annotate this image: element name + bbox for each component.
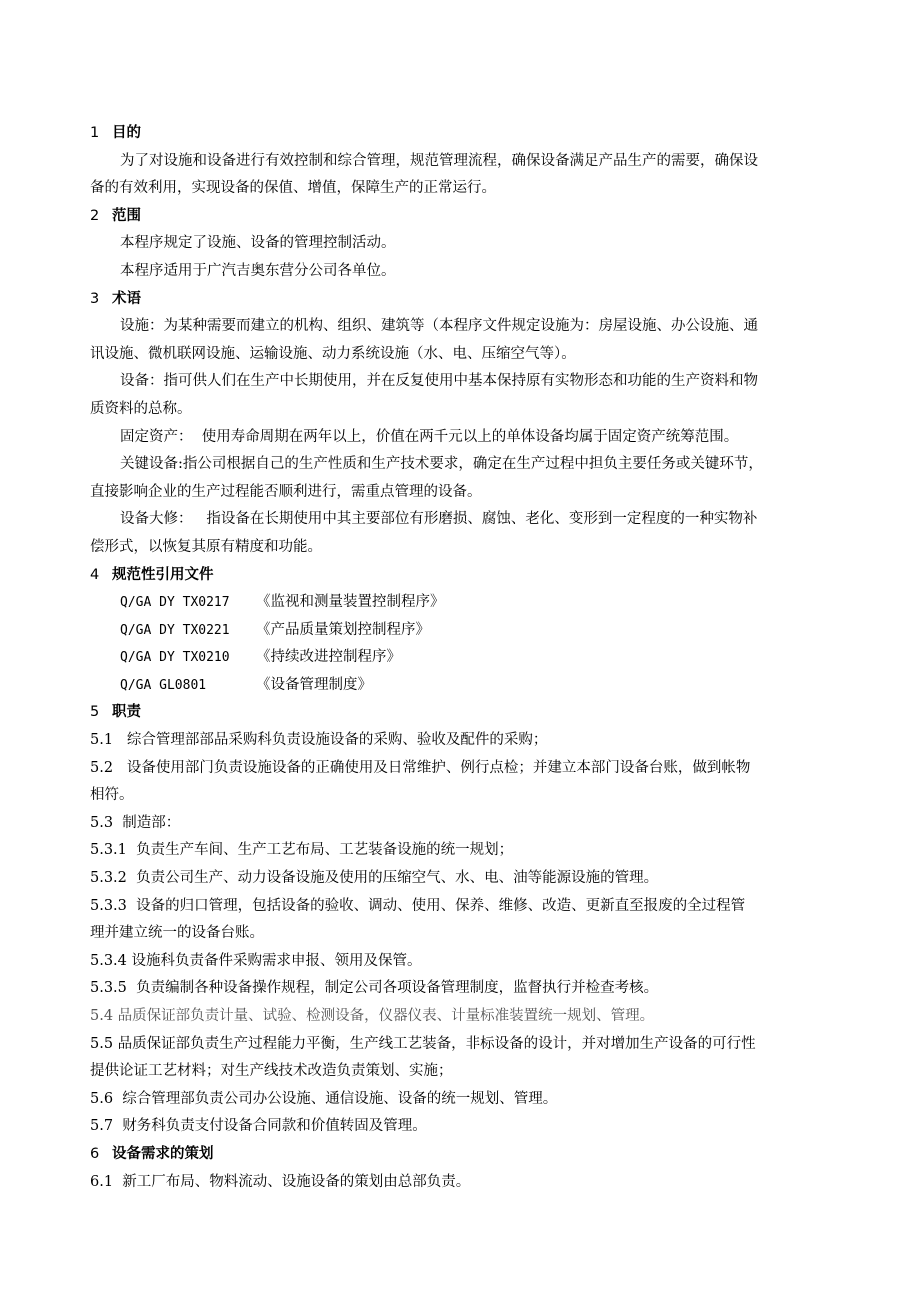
- clause-line: 5.1 综合管理部部品采购科负责设施设备的采购、验收及配件的采购；: [90, 732, 548, 749]
- clause-line: 5.3.5 负责编制各种设备操作规程，制定公司各项设备管理制度，监督执行并检查考核。: [90, 980, 659, 997]
- reference-title: 《监视和测量装置控制程序》: [256, 594, 445, 611]
- clause-line: 5.4 品质保证部负责计量、试验、检测设备，仪器仪表、计量标准装置统一规划、管理。: [90, 1008, 655, 1024]
- paragraph-line: 固定资产： 使用寿命周期在两年以上，价值在两千元以上的单体设备均属于固定资产统筹范围。: [120, 428, 739, 445]
- reference-item: [90, 644, 840, 672]
- document-body: [90, 120, 840, 1196]
- clause-line: 相符。: [90, 787, 134, 804]
- clause-line: 5.5 品质保证部负责生产过程能力平衡，生产线工艺装备，非标设备的设计，并对增加生产设备的可行性: [90, 1035, 756, 1052]
- section-heading-responsibilities: 5 职责: [90, 704, 141, 721]
- reference-title: 《产品质量策划控制程序》: [256, 621, 430, 638]
- clause-line: 5.3.3 设备的归口管理，包括设备的验收、调动、使用、保养、维修、改造、更新直至报废的全过程管: [90, 897, 746, 914]
- reference-code: Q/GA DY TX0217: [120, 595, 230, 611]
- clause-line: 5.3.2 负责公司生产、动力设备设施及使用的压缩空气、水、电、油等能源设施的管理。: [90, 870, 659, 887]
- reference-code: Q/GA DY TX0210: [120, 650, 230, 666]
- reference-title: 《持续改进控制程序》: [256, 649, 401, 666]
- reference-item: [90, 589, 840, 617]
- clause-line: 理并建立统一的设备台账。: [90, 925, 264, 942]
- paragraph-line: 设备：指可供人们在生产中长期使用，并在反复使用中基本保持原有实物形态和功能的生产资料和物: [120, 373, 758, 390]
- reference-item: [90, 672, 840, 700]
- paragraph-line: 质资料的总称。: [90, 400, 192, 417]
- clause-line: 5.3 制造部：: [90, 814, 181, 831]
- section-heading-terms: 3 术语: [90, 290, 141, 307]
- paragraph-line: 关键设备:指公司根据自己的生产性质和生产技术要求，确定在生产过程中担负主要任务或关键环节，: [120, 456, 763, 473]
- clause-line: 提供论证工艺材料；对生产线技术改造负责策划、实施；: [90, 1063, 453, 1080]
- paragraph-line: 设备大修： 指设备在长期使用中其主要部位有形磨损、腐蚀、老化、变形到一定程度的一种实物补: [120, 511, 758, 528]
- section-heading-planning: 6 设备需求的策划: [90, 1145, 214, 1162]
- clause-line: 5.7 财务科负责支付设备合同款和价值转固及管理。: [90, 1118, 427, 1135]
- section-heading-purpose: 1 目的: [90, 125, 141, 141]
- paragraph-line: 讯设施、微机联网设施、运输设施、动力系统设施（水、电、压缩空气等）。: [90, 345, 576, 362]
- reference-code: Q/GA DY TX0221: [120, 622, 230, 638]
- clause-line: 5.3.1 负责生产车间、生产工艺布局、工艺装备设施的统一规划；: [90, 842, 514, 859]
- clause-line: 5.2 设备使用部门负责设施设备的正确使用及日常维护、例行点检；并建立本部门设备台账，做到帐物: [90, 759, 751, 776]
- paragraph-line: 本程序适用于广汽吉奥东营分公司各单位。: [120, 262, 396, 279]
- paragraph-line: 偿形式，以恢复其原有精度和功能。: [90, 538, 322, 555]
- reference-item: [90, 617, 840, 645]
- paragraph-line: 本程序规定了设施、设备的管理控制活动。: [120, 235, 396, 252]
- reference-title: 《设备管理制度》: [256, 676, 372, 693]
- section-heading-references: 4 规范性引用文件: [90, 566, 214, 583]
- paragraph-line: 为了对设施和设备进行有效控制和综合管理，规范管理流程，确保设备满足产品生产的需要，确保设: [120, 152, 758, 169]
- clause-line: 6.1 新工厂布局、物料流动、设施设备的策划由总部负责。: [90, 1173, 471, 1190]
- clause-line: 5.3.4 设施科负责备件采购需求申报、领用及保管。: [90, 952, 422, 969]
- paragraph-line: 备的有效利用，实现设备的保值、增值，保障生产的正常运行。: [90, 180, 496, 197]
- section-heading-scope: 2 范围: [90, 207, 141, 224]
- paragraph-line: 直接影响企业的生产过程能否顺利进行，需重点管理的设备。: [90, 483, 482, 500]
- clause-line: 5.6 综合管理部负责公司办公设施、通信设施、设备的统一规划、管理。: [90, 1090, 558, 1107]
- reference-code: Q/GA GL0801: [120, 677, 207, 693]
- paragraph-line: 设施：为某种需要而建立的机构、组织、建筑等（本程序文件规定设施为：房屋设施、办公设施、通: [120, 318, 758, 335]
